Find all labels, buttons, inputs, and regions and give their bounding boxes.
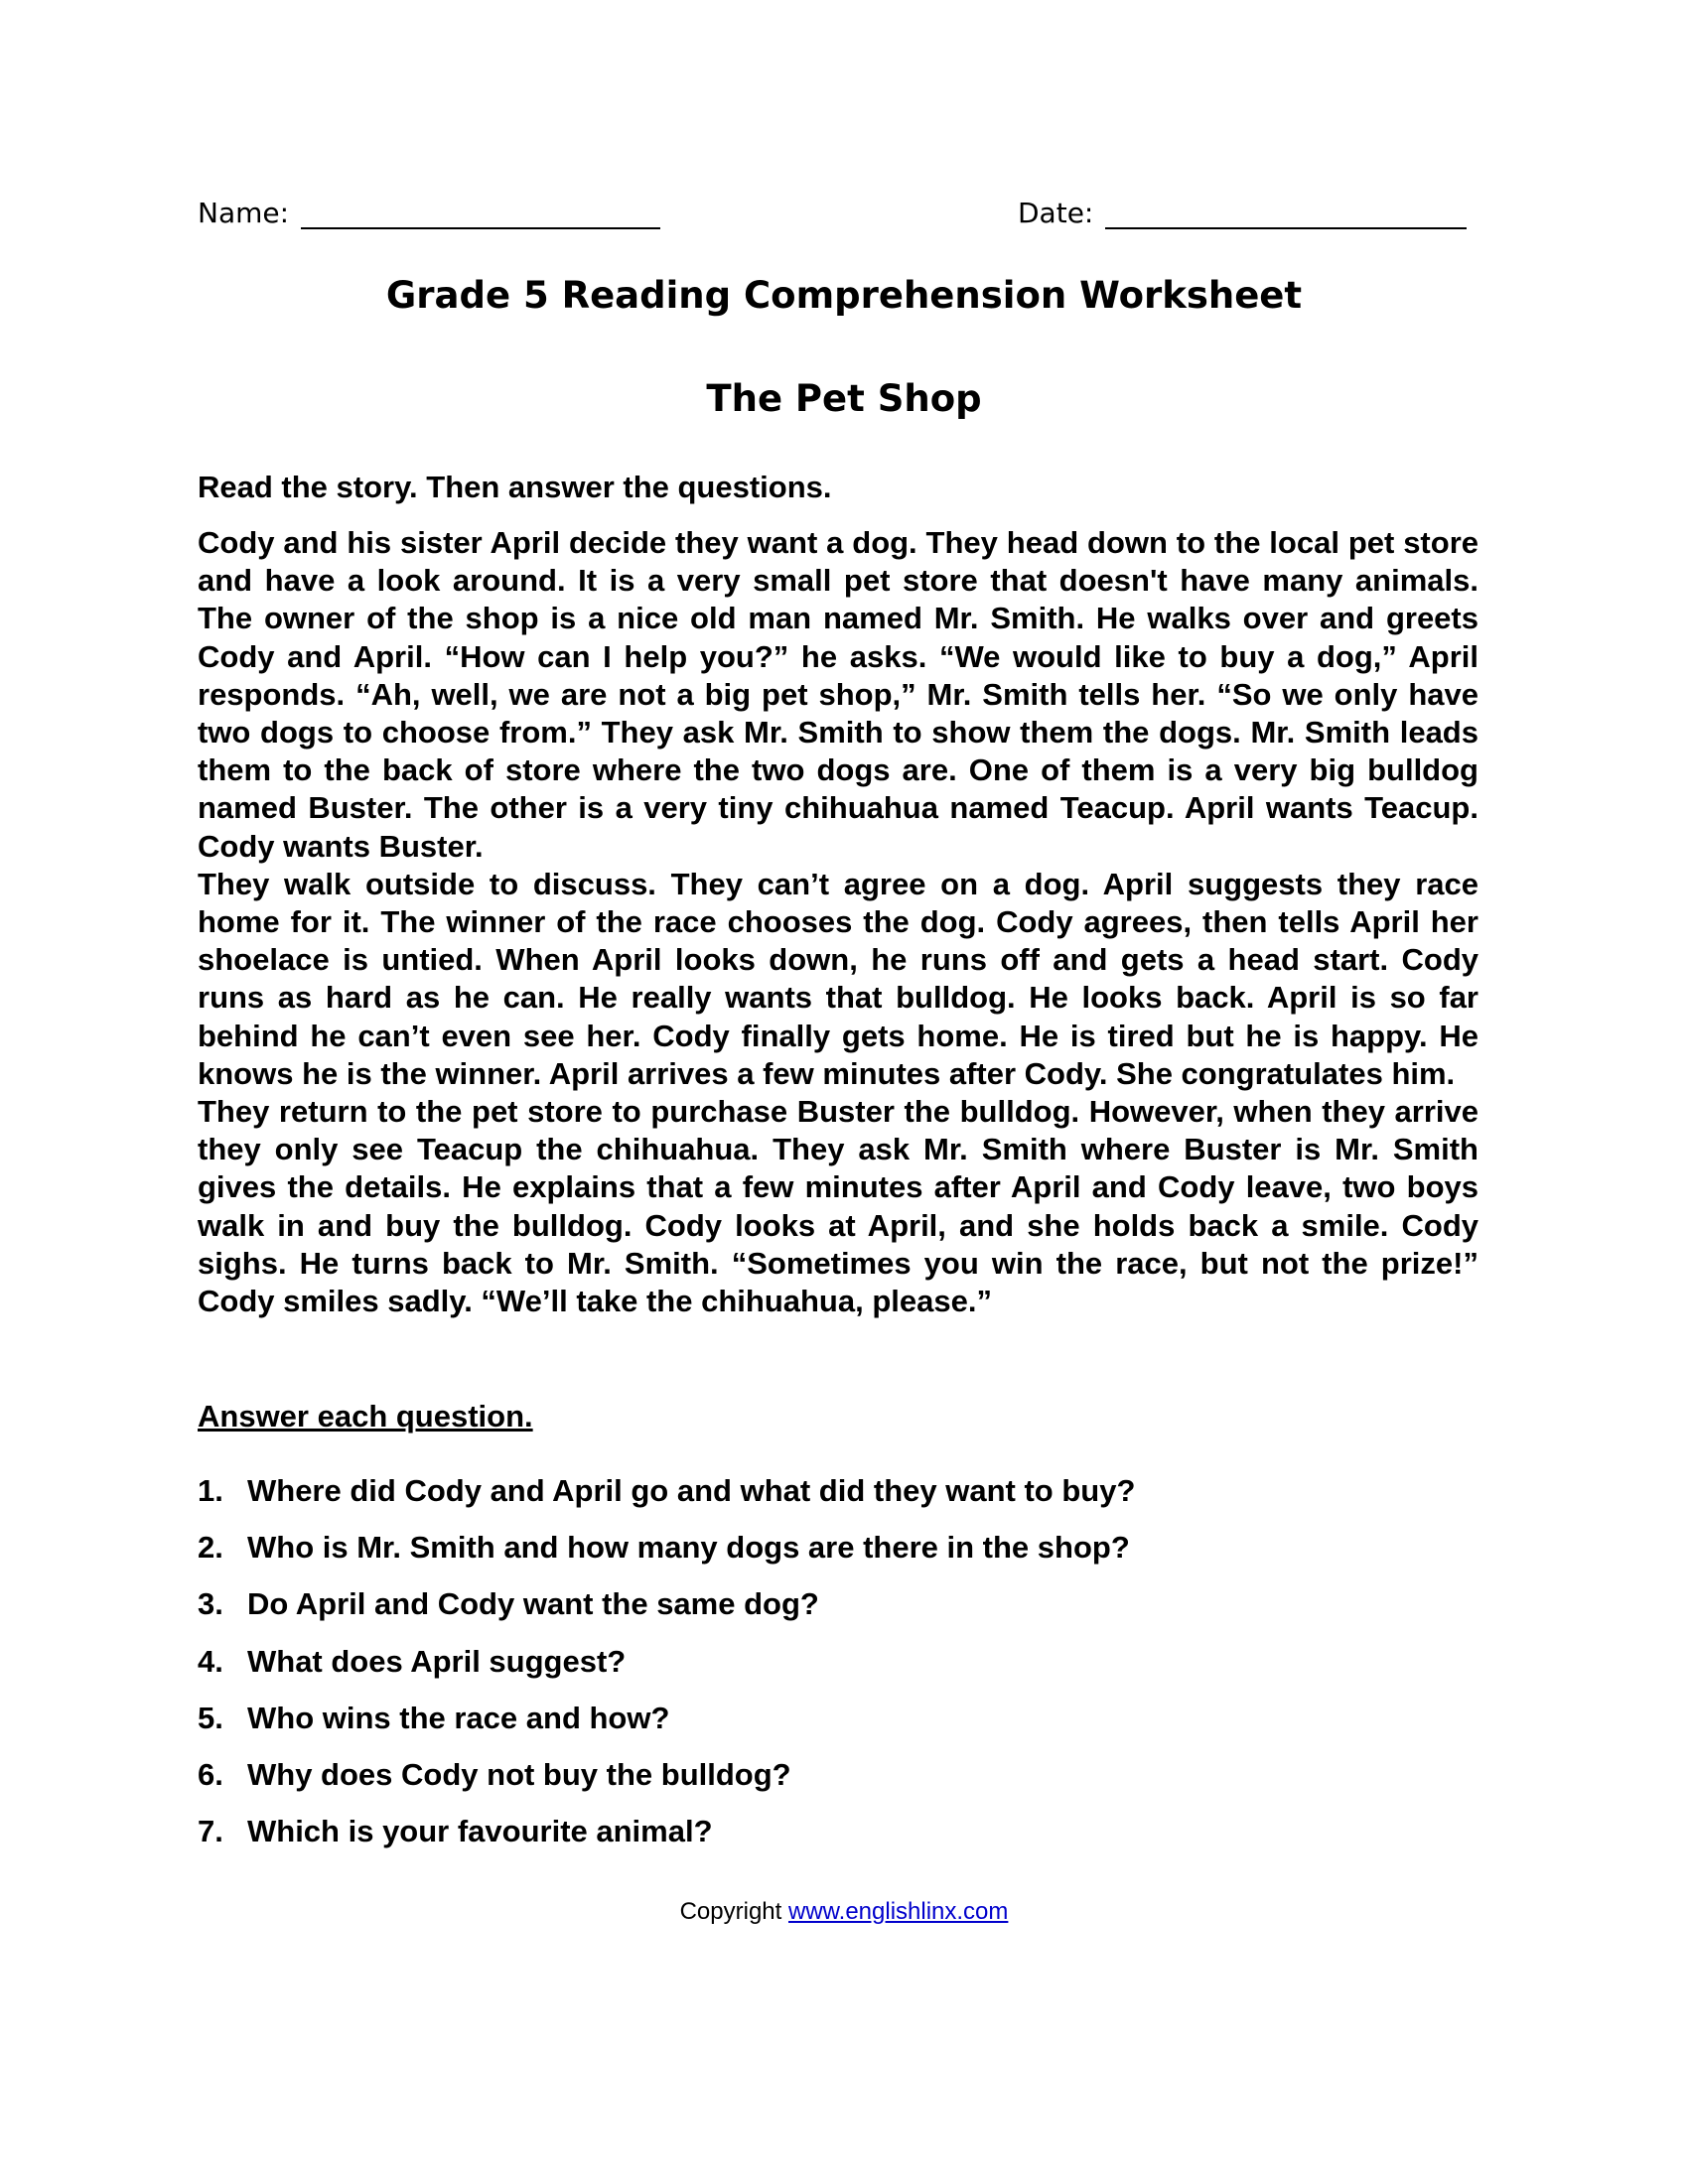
question-number: 5. (198, 1700, 223, 1735)
copyright-label: Copyright (679, 1898, 782, 1925)
name-label: Name: (198, 197, 290, 229)
story-title: The Pet Shop (706, 377, 982, 420)
question-text: Where did Cody and April go and what did they want to buy? (247, 1473, 1136, 1508)
question-number: 2. (198, 1530, 223, 1566)
question-item (198, 1586, 1478, 1643)
copyright-link[interactable]: www.englishlinx.com (787, 1898, 1009, 1925)
date-blank-line[interactable] (1105, 198, 1467, 229)
question-text: Who is Mr. Smith and how many dogs are there in the shop? (247, 1530, 1130, 1566)
question-item (198, 1530, 1478, 1586)
story-paragraph-3: They return to the pet store to purchase Buster the bulldog. However, when they arrive they only see Teacup the chihuahua. They ask Mr. Smith where Buster is Mr. Smith gives the details. He explains that a few minutes after April and Cody leave, two boys walk in and buy the bulldog. Cody looks at April, and she holds back a smile. Cody sighs. He turns back to Mr. Smith. “Sometimes you win the race, but not the prize!” Cody smiles sadly. “We’ll take the chihuahua, please.” (198, 1094, 1478, 1319)
story-body (198, 524, 1478, 1320)
question-text: What does April suggest? (247, 1643, 627, 1679)
name-field (198, 197, 660, 229)
question-text: Why does Cody not buy the bulldog? (247, 1756, 791, 1792)
question-item (198, 1644, 1478, 1701)
header-row (198, 197, 1478, 236)
question-number: 7. (198, 1814, 223, 1849)
name-blank-line[interactable] (301, 198, 660, 229)
question-number: 1. (198, 1473, 223, 1508)
question-text: Do April and Cody want the same dog? (247, 1586, 819, 1622)
question-text: Who wins the race and how? (247, 1700, 670, 1735)
question-item (198, 1757, 1478, 1814)
answer-heading: Answer each question. (198, 1399, 533, 1433)
story-paragraph-2: They walk outside to discuss. They can’t agree on a dog. April suggests they race home for it. The winner of the race chooses the dog. Cody agrees, then tells April her shoelace is untied. When April looks down, he runs off and gets a head start. Cody runs as hard as he can. He really wants that bulldog. He looks back. April is so far behind he can’t even see her. Cody finally gets home. He is tired but he is happy. He knows he is the winner. April arrives a few minutes after Cody. She congratulates him. (198, 866, 1478, 1091)
question-item (198, 1701, 1478, 1757)
question-item (198, 1814, 1478, 1870)
story-paragraph-1: Cody and his sister April decide they want a dog. They head down to the local pet store and have a look around. It is a very small pet store that doesn't have many animals. The owner of the shop is a nice old man named Mr. Smith. He walks over and greets Cody and April. “How can I help you?” he asks. “We would like to buy a dog,” April responds. “Ah, well, we are not a big pet shop,” Mr. Smith tells her. “So we only have two dogs to choose from.” They ask Mr. Smith to show them the dogs. Mr. Smith leads them to the back of store where the two dogs are. One of them is a very big bulldog named Buster. The other is a very tiny chihuahua named Teacup. April wants Teacup. Cody wants Buster. (198, 525, 1478, 864)
copyright-footer (0, 1898, 1688, 1926)
worksheet-title: Grade 5 Reading Comprehension Worksheet (385, 274, 1303, 317)
date-label: Date: (1018, 197, 1094, 229)
instruction-text: Read the story. Then answer the questions. (198, 470, 832, 504)
date-field (1018, 197, 1467, 229)
question-item (198, 1473, 1478, 1530)
question-text: Which is your favourite animal? (247, 1814, 713, 1849)
question-number: 6. (198, 1756, 223, 1792)
question-list (198, 1473, 1478, 1870)
question-number: 3. (198, 1586, 223, 1622)
question-number: 4. (198, 1643, 223, 1679)
